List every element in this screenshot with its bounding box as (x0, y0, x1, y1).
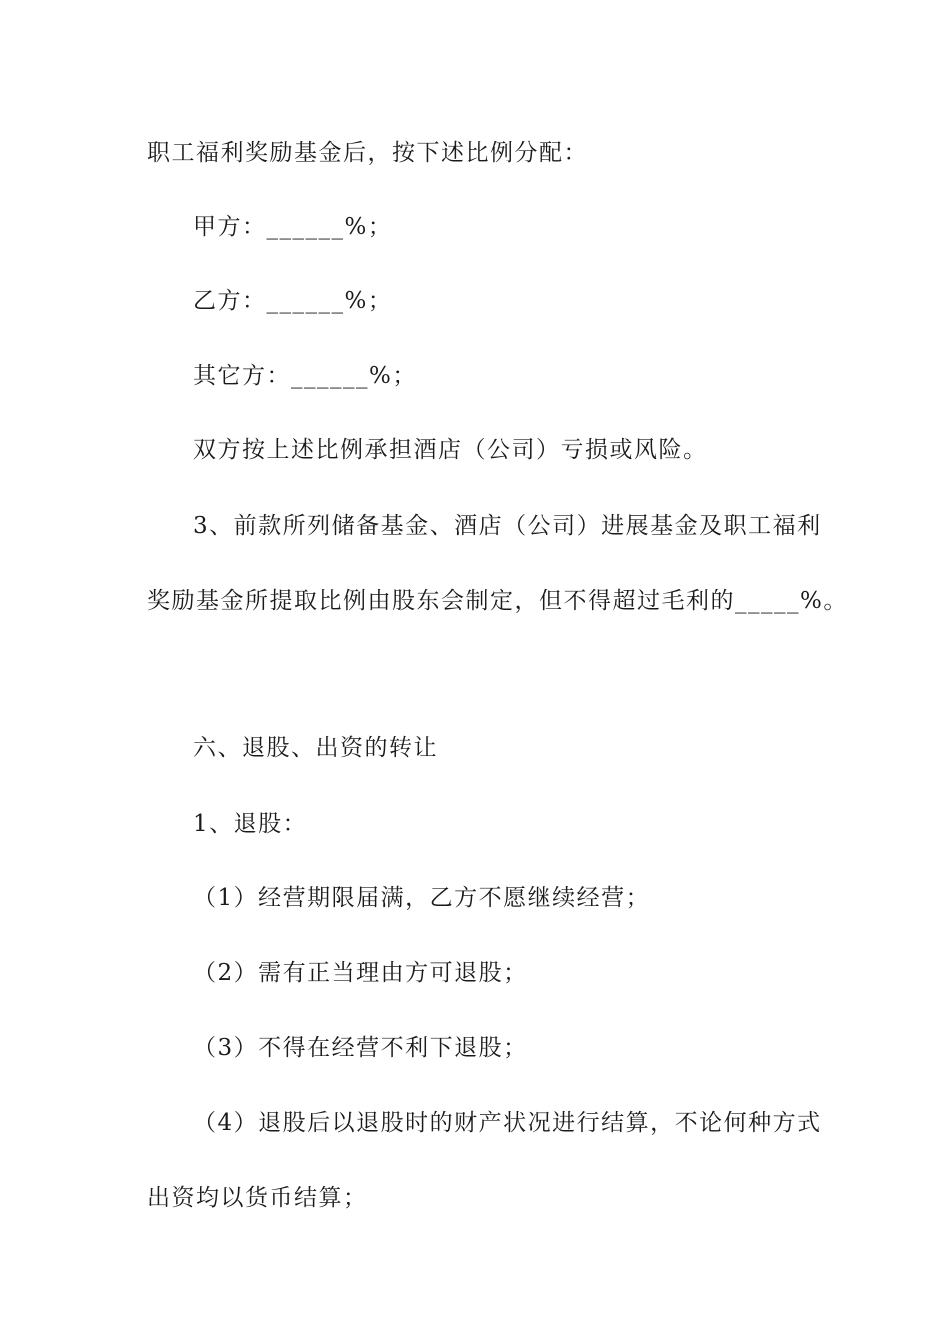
clause-3-line-1: 3、前款所列储备基金、酒店（公司）进展基金及职工福利 (193, 513, 822, 539)
ratio-line-other-party: 其它方：______%； (193, 363, 417, 389)
paragraph-loss-sharing: 双方按上述比例承担酒店（公司）亏损或风险。 (193, 437, 708, 463)
ratio-line-party-b: 乙方：______%； (193, 288, 393, 314)
list-item-1: （1）经营期限届满，乙方不愿继续经营； (193, 885, 651, 911)
list-item-3: （3）不得在经营不利下退股； (193, 1035, 528, 1061)
ratio-line-party-a: 甲方：______%； (193, 214, 393, 240)
subsection-withdrawal: 1、退股： (193, 811, 308, 837)
list-item-2: （2）需有正当理由方可退股； (193, 960, 528, 986)
list-item-4-line-1: （4）退股后以退股时的财产状况进行结算，不论何种方式 (193, 1110, 822, 1136)
clause-3-line-2: 奖励基金所提取比例由股东会制定，但不得超过毛利的_____%。 (147, 588, 848, 614)
list-item-4-line-2: 出资均以货币结算； (147, 1185, 368, 1211)
paragraph-line-continuation: 职工福利奖励基金后，按下述比例分配： (147, 140, 588, 166)
section-heading-withdrawal: 六、退股、出资的转让 (193, 735, 438, 761)
